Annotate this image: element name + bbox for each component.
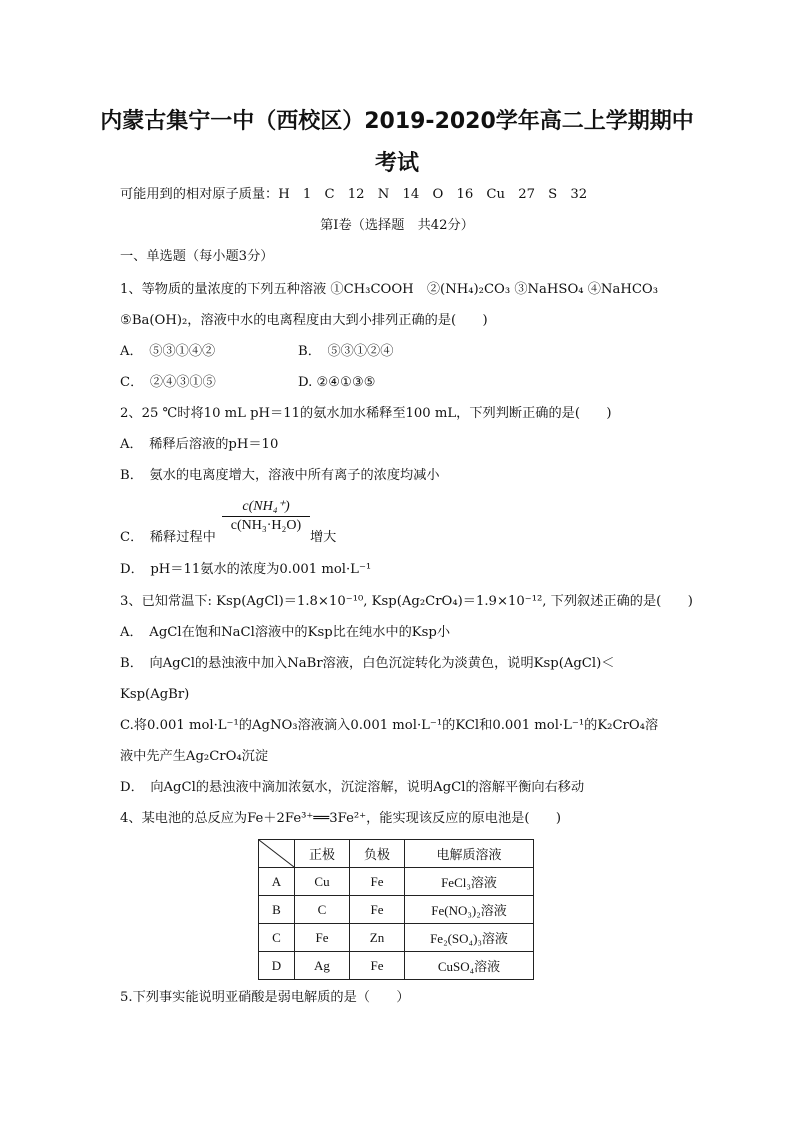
- q4-stem: 4、某电池的总反应为Fe＋2Fe³⁺══3Fe²⁺，能实现该反应的原电池是( ): [120, 811, 562, 826]
- q2-stem: 2、25 ℃时将10 mL pH＝11的氨水加水稀释至100 mL，下列判断正确的是( ): [120, 406, 612, 421]
- exam-title-line2: 考试: [374, 151, 419, 176]
- table-cell: Fe: [350, 868, 405, 896]
- diagonal-line-icon: [259, 840, 294, 867]
- exam-title: 内蒙古集宁一中（西校区）2019-2020学年高二上学期期中: [100, 109, 694, 134]
- table-cell: CuSO₄溶液: [405, 952, 534, 980]
- q4-options-table: [258, 839, 534, 980]
- table-cell: Cu: [295, 868, 350, 896]
- table-header-cell: 正极: [295, 840, 350, 868]
- volume-title: 第Ⅰ卷（选择题 共42分）: [320, 218, 474, 233]
- table-cell: Fe: [295, 924, 350, 952]
- table-header-cell: 负极: [350, 840, 405, 868]
- q1-stem-line2: ⑤Ba(OH)₂，溶液中水的电离程度由大到小排列正确的是( ): [120, 313, 488, 328]
- table-cell: Fe₂(SO₄)₃溶液: [405, 924, 534, 952]
- q2-option-a: A． 稀释后溶液的pH＝10: [120, 437, 279, 452]
- table-cell: Fe: [350, 896, 405, 924]
- table-row: [259, 896, 534, 924]
- q1-stem-line1: 1、等物质的量浓度的下列五种溶液 ①CH₃COOH ②(NH₄)₂CO₃ ③NaHSO₄ ④NaHCO₃: [120, 282, 659, 297]
- table-cell: Fe: [350, 952, 405, 980]
- q1-option-c: C． ②④③①⑤: [120, 375, 216, 390]
- fraction-denominator: c(NH₃·H₂O): [230, 518, 302, 533]
- fraction-numerator: c(NH₄⁺): [222, 498, 310, 517]
- q3-option-c-line1: C.将0.001 mol·L⁻¹的AgNO₃溶液滴入0.001 mol·L⁻¹的KCl和0.001 mol·L⁻¹的K₂CrO₄溶: [120, 718, 659, 733]
- table-cell: Zn: [350, 924, 405, 952]
- atomic-mass-line: 可能用到的相对原子质量：H 1 C 12 N 14 O 16 Cu 27 S 32: [120, 187, 588, 202]
- table-row: [259, 868, 534, 896]
- q2-fraction: [222, 498, 310, 534]
- q3-option-a: A． AgCl在饱和NaCl溶液中的Ksp比在纯水中的Ksp小: [120, 625, 451, 640]
- q3-option-d: D． 向AgCl的悬浊液中滴加浓氨水，沉淀溶解，说明AgCl的溶解平衡向右移动: [120, 780, 585, 795]
- table-cell: A: [259, 868, 295, 896]
- q2-option-c-suffix: 增大: [310, 530, 337, 545]
- table-cell: B: [259, 896, 295, 924]
- table-header-row: [259, 840, 534, 868]
- table-corner-cell: [259, 840, 295, 868]
- table-header-cell: 电解质溶液: [405, 840, 534, 868]
- q2-option-b: B． 氨水的电离度增大，溶液中所有离子的浓度均减小: [120, 468, 440, 483]
- q5-stem: 5.下列事实能说明亚硝酸是弱电解质的是（ ）: [120, 990, 410, 1005]
- q3-stem: 3、已知常温下: Ksp(AgCl)＝1.8×10⁻¹⁰, Ksp(Ag₂CrO₄)＝1.9×10⁻¹², 下列叙述正确的是( ): [120, 594, 693, 609]
- table-cell: C: [295, 896, 350, 924]
- q1-option-b: B． ⑤③①②④: [298, 344, 394, 359]
- section-heading: 一、单选题（每小题3分）: [120, 249, 274, 264]
- q3-option-b-line1: B． 向AgCl的悬浊液中加入NaBr溶液，白色沉淀转化为淡黄色，说明Ksp(AgCl)＜: [120, 656, 615, 671]
- table-cell: Fe(NO₃)₂溶液: [405, 896, 534, 924]
- q3-option-b-line2: Ksp(AgBr): [120, 687, 190, 702]
- q3-option-c-line2: 液中先产生Ag₂CrO₄沉淀: [120, 749, 269, 764]
- table-cell: FeCl₃溶液: [405, 868, 534, 896]
- q2-option-d: D． pH＝11氨水的浓度为0.001 mol·L⁻¹: [120, 562, 372, 577]
- q1-option-a: A． ⑤③①④②: [120, 344, 216, 359]
- q2-option-c-prefix: C． 稀释过程中: [120, 530, 216, 545]
- table-cell: C: [259, 924, 295, 952]
- table-cell: Ag: [295, 952, 350, 980]
- q1-option-d: D. ②④①③⑤: [298, 375, 376, 390]
- table-cell: D: [259, 952, 295, 980]
- table-row: [259, 924, 534, 952]
- table-row: [259, 952, 534, 980]
